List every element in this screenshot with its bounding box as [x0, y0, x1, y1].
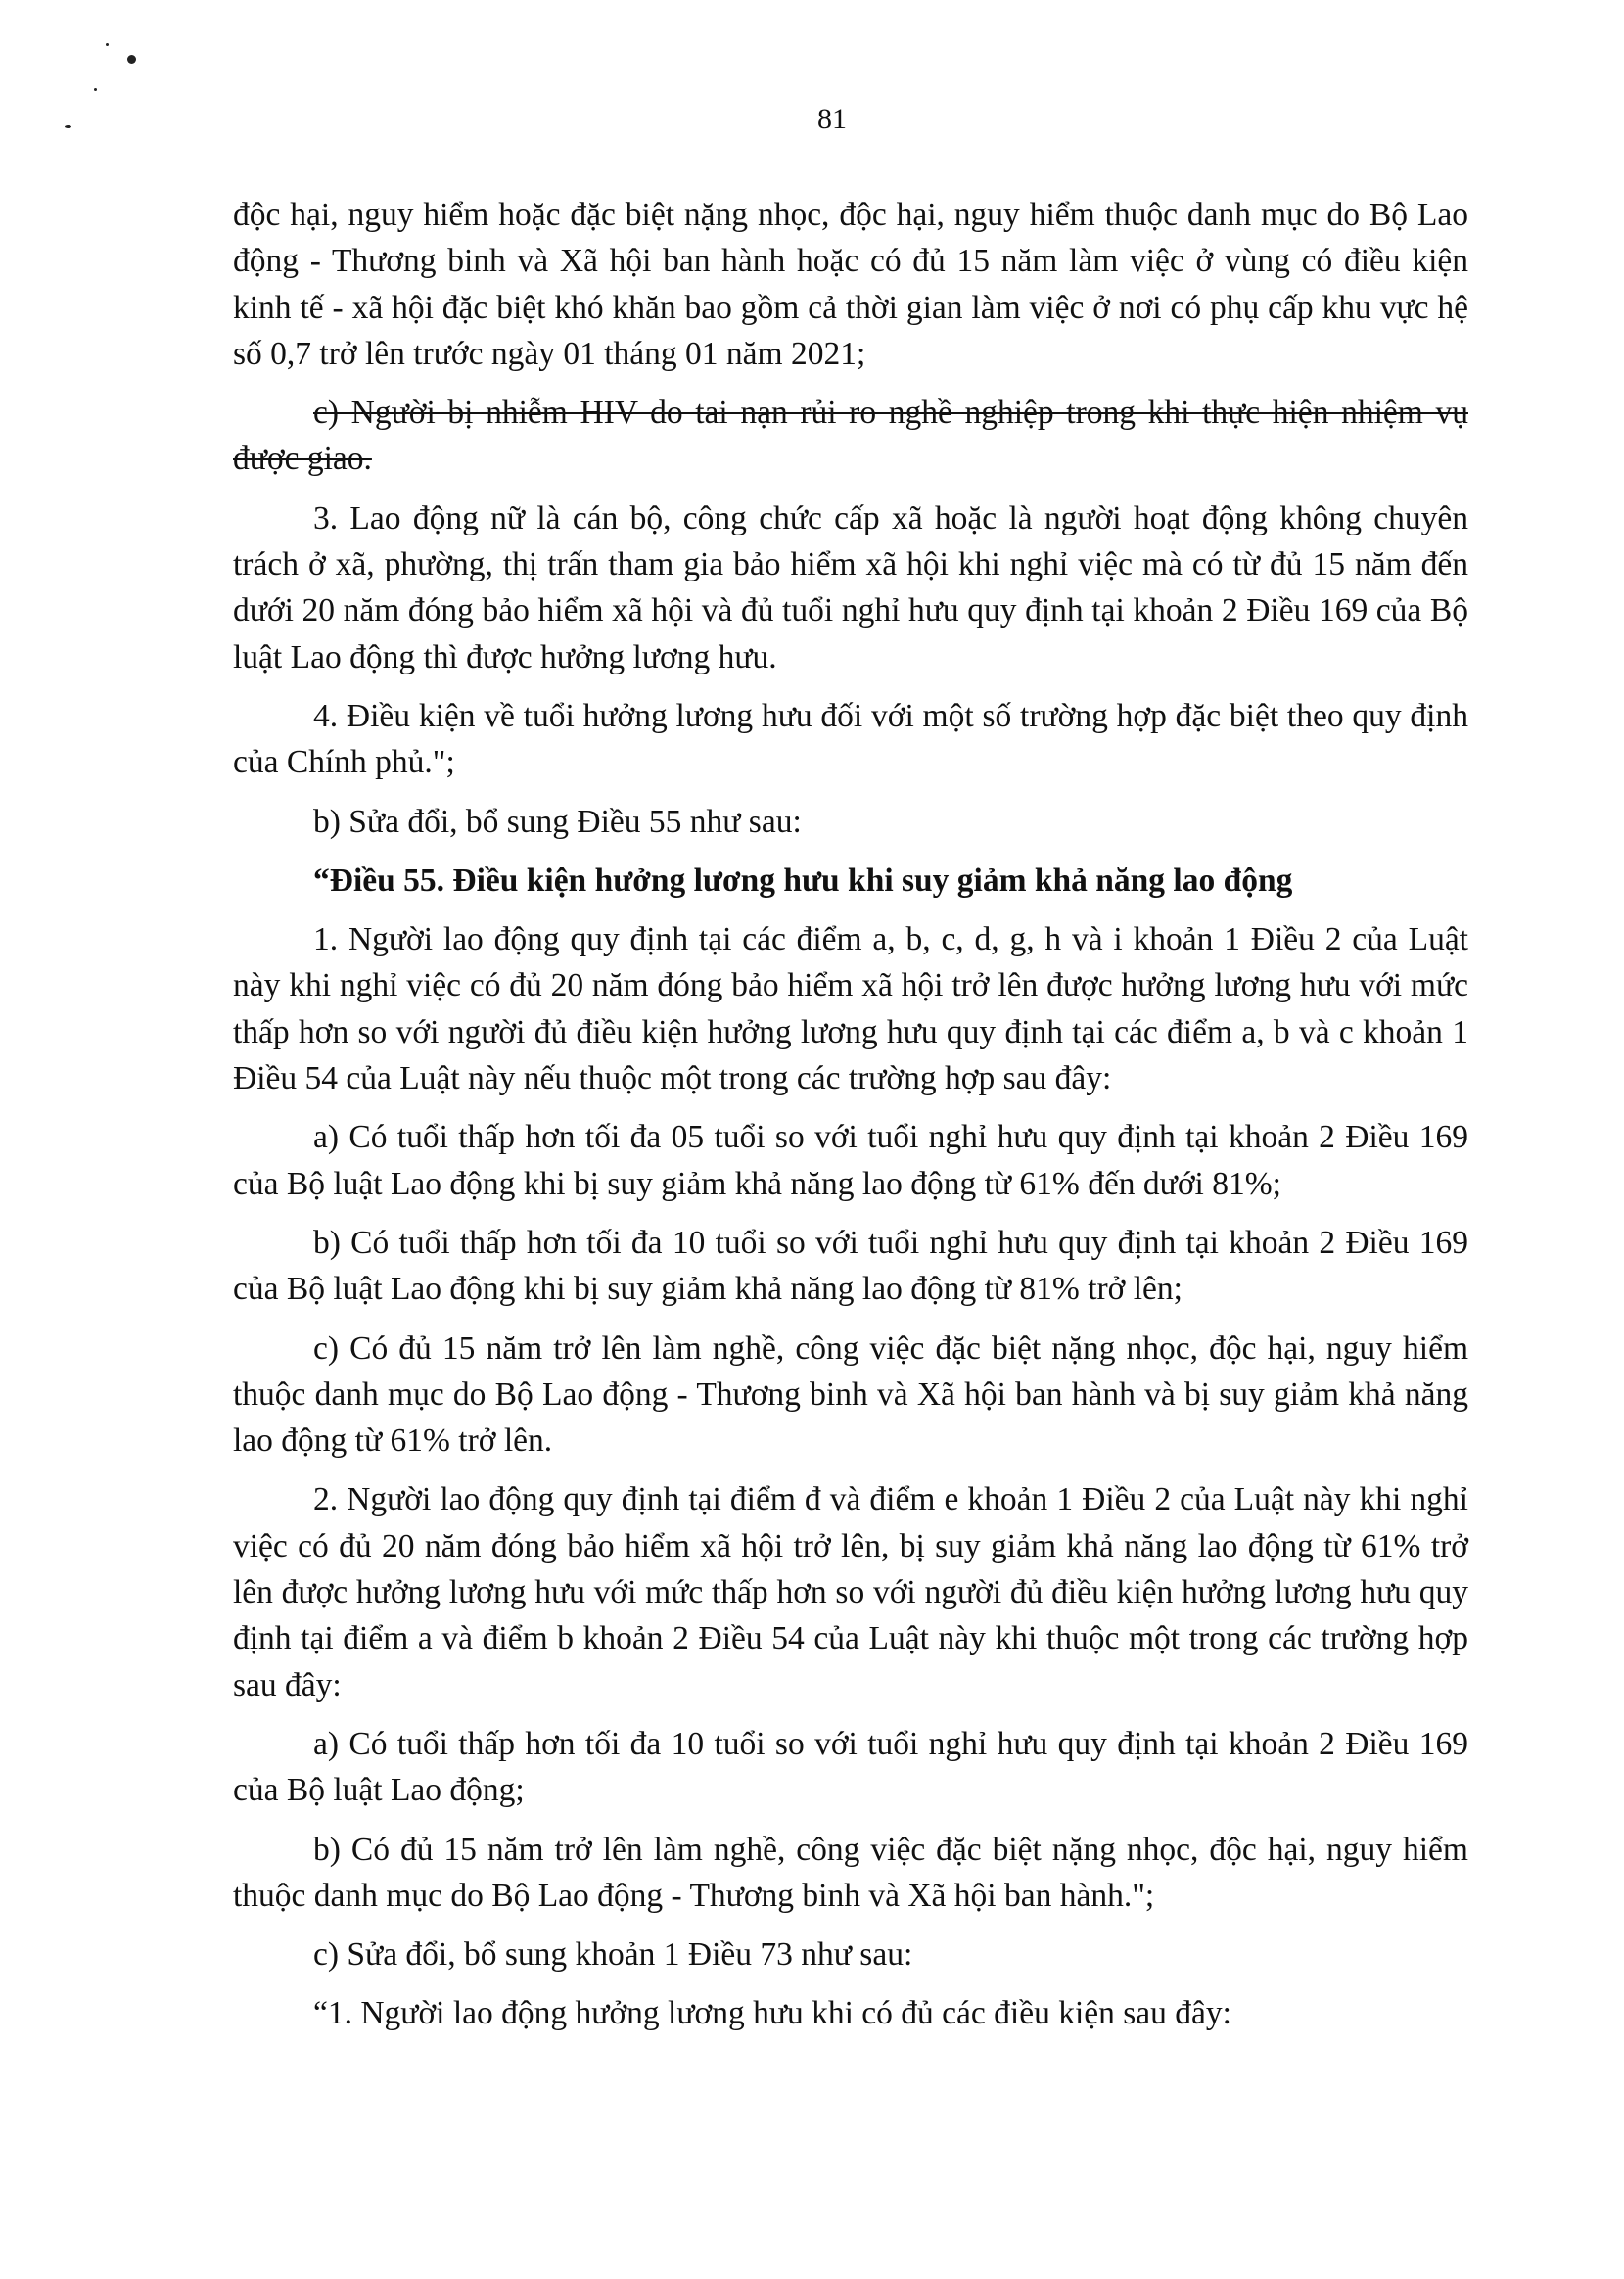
clause-1-point-c: c) Có đủ 15 năm trở lên làm nghề, công việc đặc biệt nặng nhọc, độc hại, nguy hiểm thuộc danh mục do Bộ Lao động - Thương binh và Xã hội ban hành và bị suy giảm khả năng lao động từ 61% trở lên.: [233, 1329, 1468, 1460]
clause-2-point-b: b) Có đủ 15 năm trở lên làm nghề, công việc đặc biệt nặng nhọc, độc hại, nguy hiểm thuộc danh mục do Bộ Lao động - Thương binh và Xã hội ban hành.";: [233, 1831, 1468, 1914]
article-55-clause-2: 2. Người lao động quy định tại điểm đ và điểm e khoản 1 Điều 2 của Luật này khi nghỉ việc có đủ 20 năm đóng bảo hiểm xã hội trở lên, bị suy giảm khả năng lao động từ 61% trở lên được hưởng lương hưu với mức thấp hơn so với người đủ điều kiện hưởng lương hưu quy định tại điểm a và điểm b khoản 2 Điều 54 của Luật này khi thuộc một trong các trường hợp sau đây:: [233, 1481, 1468, 1703]
paragraph-c-amend: c) Sửa đổi, bổ sung khoản 1 Điều 73 như sau:: [313, 1936, 913, 1974]
paragraph-b-amend: b) Sửa đổi, bổ sung Điều 55 như sau:: [313, 803, 802, 840]
clause-1-point-a: a) Có tuổi thấp hơn tối đa 05 tuổi so với tuổi nghỉ hưu quy định tại khoản 2 Điều 169 của Bộ luật Lao động khi bị suy giảm khả năng lao động từ 61% đến dưới 81%;: [233, 1119, 1468, 1202]
clause-1-point-b: b) Có tuổi thấp hơn tối đa 10 tuổi so với tuổi nghỉ hưu quy định tại khoản 2 Điều 169 của Bộ luật Lao động khi bị suy giảm khả năng lao động từ 81% trở lên;: [233, 1224, 1468, 1308]
page-number: 81: [817, 103, 847, 135]
article-73-clause-1: “1. Người lao động hưởng lương hưu khi có đủ các điều kiện sau đây:: [313, 1995, 1231, 2032]
article-55-heading: “Điều 55. Điều kiện hưởng lương hưu khi suy giảm khả năng lao động: [313, 861, 1293, 899]
document-body: [233, 192, 1468, 2050]
article-55-clause-1: 1. Người lao động quy định tại các điểm a, b, c, d, g, h và i khoản 1 Điều 2 của Luật này khi nghỉ việc có đủ 20 năm đóng bảo hiểm xã hội trở lên được hưởng lương hưu với mức thấp hơn so với người đủ điều kiện hưởng lương hưu quy định tại các điểm a, b và c khoản 1 Điều 54 của Luật này nếu thuộc một trong các trường hợp sau đây:: [233, 921, 1468, 1097]
scan-speck: [127, 55, 136, 64]
paragraph-3: 3. Lao động nữ là cán bộ, công chức cấp xã hoặc là người hoạt động không chuyên trách ở xã, phường, thị trấn tham gia bảo hiểm xã hội khi nghỉ việc mà có từ đủ 15 năm đến dưới 20 năm đóng bảo hiểm xã hội và đủ tuổi nghỉ hưu quy định tại khoản 2 Điều 169 của Bộ luật Lao động thì được hưởng lương hưu.: [233, 499, 1468, 675]
scan-speck: [106, 43, 109, 46]
scan-speck: [94, 88, 97, 91]
scan-speck: [65, 125, 71, 128]
clause-2-point-a: a) Có tuổi thấp hơn tối đa 10 tuổi so với tuổi nghỉ hưu quy định tại khoản 2 Điều 169 của Bộ luật Lao động;: [233, 1725, 1468, 1809]
paragraph-4: 4. Điều kiện về tuổi hưởng lương hưu đối với một số trường hợp đặc biệt theo quy định của Chính phủ.";: [233, 697, 1468, 781]
paragraph-continuation: độc hại, nguy hiểm hoặc đặc biệt nặng nhọc, độc hại, nguy hiểm thuộc danh mục do Bộ Lao động - Thương binh và Xã hội ban hành hoặc có đủ 15 năm làm việc ở vùng có điều kiện kinh tế - xã hội đặc biệt khó khăn bao gồm cả thời gian làm việc ở nơi có phụ cấp khu vực hệ số 0,7 trở lên trước ngày 01 tháng 01 năm 2021;: [233, 197, 1468, 372]
struck-text: c) Người bị nhiễm HIV do tai nạn rủi ro nghề nghiệp trong khi thực hiện nhiệm vụ được giao.: [233, 395, 1468, 478]
paragraph-struck-c: [233, 390, 1468, 483]
